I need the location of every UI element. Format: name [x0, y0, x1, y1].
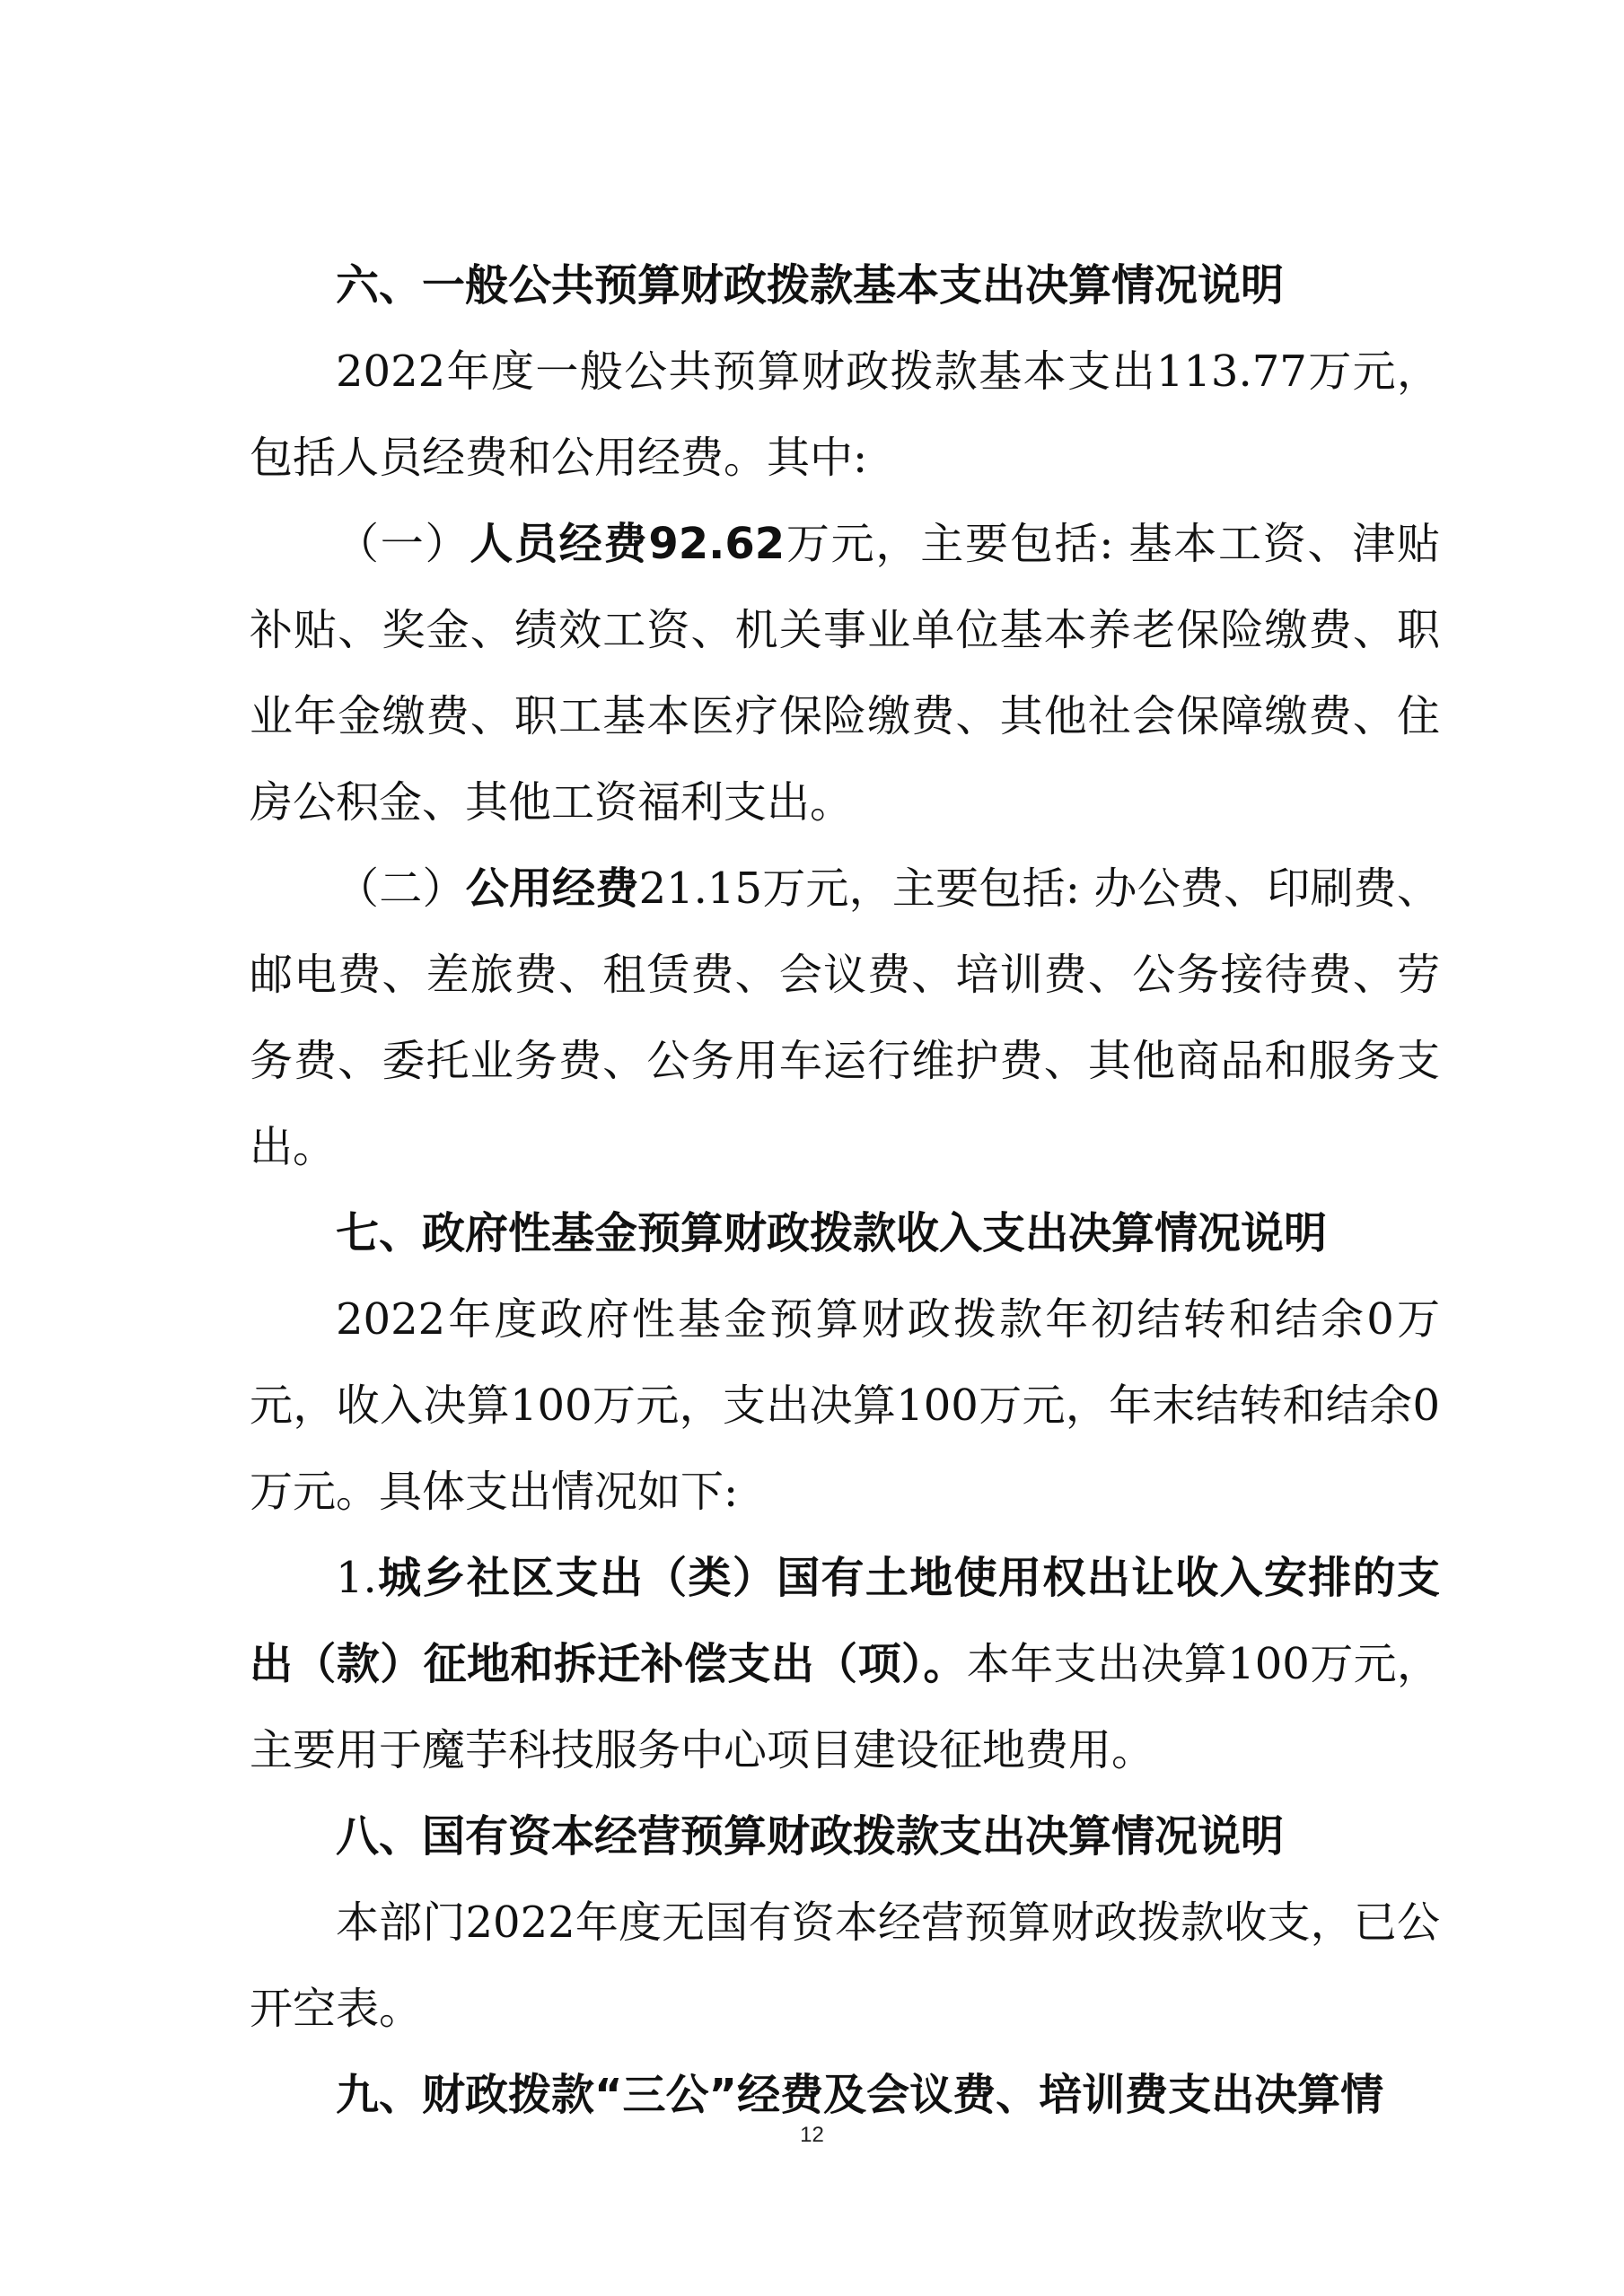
section-heading-7: 七、政府性基金预算财政拨款收入支出决算情况说明 — [336, 1208, 1328, 1258]
paragraph-fund-expenditure-item — [250, 1535, 1440, 1793]
paragraph-state-capital-budget — [250, 1880, 1440, 2052]
paragraph-text: 21.15万元，主要包括: 办公费、印刷费、邮电费、差旅费、租赁费、会议费、培训费、公务接待费、劳务费、委托业务费、公务用车运行维护费、其他商品和服务支出。 — [250, 863, 1440, 1172]
item-prefix: 1. — [336, 1553, 377, 1603]
paragraph-personnel-expenses — [250, 501, 1440, 846]
paragraph-text: 2022年度一般公共预算财政拨款基本支出113.77万元，包括人员经费和公用经费。其中: — [250, 346, 1440, 483]
item-bold-label: 城乡社区支出（类）国有土地使用权出让收入安排的支出（款）征地和拆迁补偿支出（项）。 — [250, 1553, 1440, 1689]
section-heading-9: 九、财政拨款“三公”经费及会议费、培训费支出决算情 — [336, 2070, 1384, 2120]
page-number: 12 — [800, 2123, 824, 2147]
paragraph-text: 本年支出决算100万元，主要用于魔芋科技服务中心项目建设征地费用。 — [250, 1639, 1440, 1775]
paragraph-fund-budget-summary — [250, 1276, 1440, 1535]
paragraph-text: 2022年度政府性基金预算财政拨款年初结转和结余0万元，收入决算100万元，支出决算100万元，年末结转和结余0万元。具体支出情况如下: — [250, 1294, 1440, 1517]
item-prefix: （一） — [336, 519, 470, 569]
item-prefix: （二） — [336, 863, 466, 914]
item-bold-label: 人员经费92.62 — [470, 519, 786, 569]
item-bold-label: 公用经费 — [465, 863, 639, 914]
section-heading-6: 六、一般公共预算财政拨款基本支出决算情况说明 — [336, 260, 1285, 311]
paragraph-basic-expenditure-summary — [250, 329, 1440, 501]
paragraph-text: 本部门2022年度无国有资本经营预算财政拨款收支，已公开空表。 — [250, 1897, 1440, 2034]
section-heading-8: 八、国有资本经营预算财政拨款支出决算情况说明 — [336, 1811, 1285, 1862]
paragraph-public-expenses — [250, 846, 1440, 1190]
paragraph-text: 万元，主要包括: 基本工资、津贴补贴、奖金、绩效工资、机关事业单位基本养老保险缴费、职业年金缴费、职工基本医疗保险缴费、其他社会保障缴费、住房公积金、其他工资福利支出。 — [250, 519, 1440, 828]
document-body — [250, 242, 1440, 2138]
